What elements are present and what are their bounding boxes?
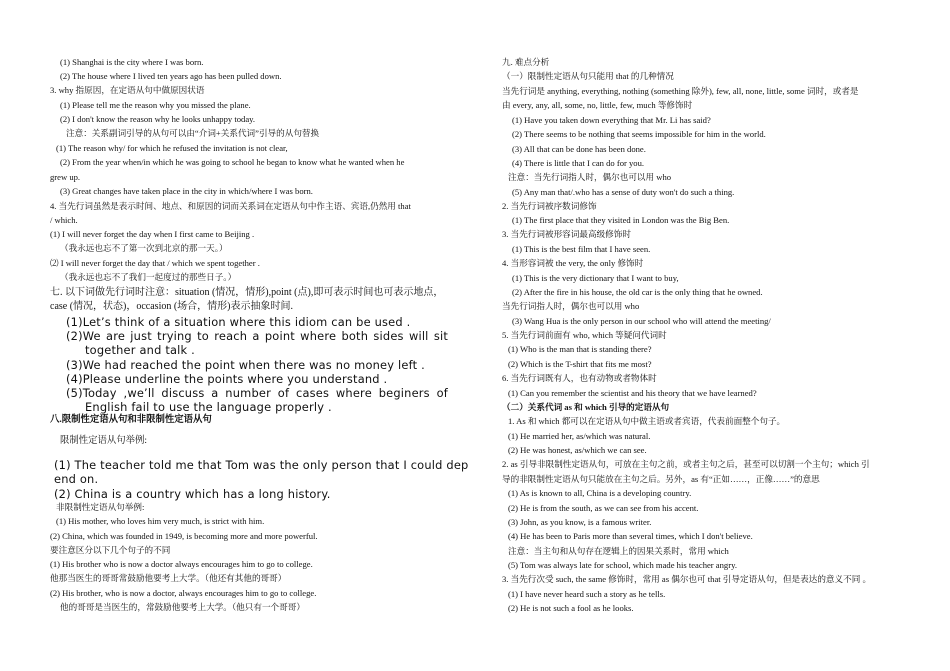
rule-line-continued: 由 every, any, all, some, no, little, few, much 等修饰时 <box>502 100 693 110</box>
example-line: (1)Let’s think of a situation where this idiom can be used . <box>66 315 411 329</box>
example-line: (2) I don't know the reason why he looks unhappy today. <box>60 114 256 124</box>
rule-line: 5. 当先行词前面有 who, which 等疑问代词时 <box>502 330 667 340</box>
section-heading: 3. why 指原因，在定语从句中做原因状语 <box>50 85 205 95</box>
example-line: (3)We had reached the point when there was no money left . <box>66 358 425 372</box>
example-line: (1) This is the very dictionary that I want to buy, <box>512 273 679 283</box>
example-line: (1) His brother who is now a doctor always encourages him to go to college. <box>50 559 313 569</box>
rule-line: 2. 当先行词被序数词修饰 <box>502 201 597 211</box>
example-line: (1) This is the best film that I have seen. <box>512 244 651 254</box>
example-line: (4)Please underline the points where you understand . <box>66 372 388 386</box>
example-line: (5) Tom was always late for school, which made his teacher angry. <box>508 560 737 570</box>
section-heading: 八.限制性定语从句和非限制性定语从句 <box>50 415 212 425</box>
example-line: (3) All that can be done has been done. <box>512 144 646 154</box>
section-heading: 七. 以下词做先行词时注意：situation (情况，情形),point (点),即可表示时间也可表示地点， <box>50 287 444 298</box>
example-line: (2) His brother, who is now a doctor, always encourages him to go to college. <box>50 588 317 598</box>
example-line: (2) From the year when/in which he was going to school he began to know what he wanted when he <box>60 157 405 167</box>
note-line: 注意：当主句和从句存在逻辑上的因果关系时，常用 which <box>508 546 729 556</box>
example-line: (2) After the fire in his house, the old car is the only thing that he owned. <box>512 287 763 297</box>
rule-line: 1. As 和 which 都可以在定语从句中做主语或者宾语，代表前面整个句子。 <box>508 416 786 426</box>
example-line: (4) There is little that I can do for you. <box>512 158 645 168</box>
example-line: (1) Shanghai is the city where I was born. <box>60 57 204 67</box>
rule-line: 3. 当先行词被形容词最高级修饰时 <box>502 229 631 239</box>
example-line: (1) Please tell me the reason why you missed the plane. <box>60 100 251 110</box>
subheading: 限制性定语从句举例: <box>60 436 147 446</box>
example-line: (3) John, as you know, is a famous writer. <box>508 517 652 527</box>
translation-line: 他那当医生的哥哥常鼓励他要考上大学。（他还有其他的哥哥） <box>50 573 287 583</box>
example-line: (3) Great changes have taken place in the city in which/where I was born. <box>60 186 313 196</box>
note-line: 注意：当先行词指人时，偶尔也可以用 who <box>508 172 672 182</box>
example-line-continued: together and talk . <box>85 343 195 357</box>
example-line: (2) China, which was founded in 1949, is becoming more and more powerful. <box>50 531 318 541</box>
example-line: (2) He was honest, as/which we can see. <box>508 445 647 455</box>
example-line: (1) Have you taken down everything that Mr. Li has said? <box>512 115 711 125</box>
example-line: (2)We are just trying to reach a point where both sides will sit <box>66 329 448 343</box>
example-line: (5)Today ,we’ll discuss a number of cases where beginers of <box>66 386 448 400</box>
example-line: (1) The reason why/ for which he refused the invitation is not clear, <box>56 143 288 153</box>
example-line: (1) Who is the man that is standing there? <box>508 344 652 354</box>
example-line: (1) As is known to all, China is a developing country. <box>508 488 692 498</box>
example-line: (2) The house where I lived ten years ago has been pulled down. <box>60 71 282 81</box>
example-line: (1) The teacher told me that Tom was the only person that I could dep <box>54 458 469 472</box>
example-line: (1) He married her, as/which was natural. <box>508 431 651 441</box>
translation-line: （我永远也忘不了第一次到北京的那一天。） <box>60 243 228 253</box>
example-line-continued: end on. <box>54 472 99 486</box>
translation-line: 他的哥哥是当医生的，常鼓励他要考上大学。（他只有一个哥哥） <box>60 602 305 612</box>
example-line: (1) The first place that they visited in London was the Big Ben. <box>512 215 730 225</box>
example-line-continued: grew up. <box>50 172 81 182</box>
note-line: 要注意区分以下几个句子的不同 <box>50 545 171 555</box>
example-line: ⑵ I will never forget the day that / which we spent together . <box>50 258 260 268</box>
example-line: (2) There seems to be nothing that seems impossible for him in the world. <box>512 129 766 139</box>
translation-line: （我永远也忘不了我们一起度过的那些日子。） <box>60 272 237 282</box>
section-heading: 4. 当先行词虽然是表示时间、地点、和原因的词而关系词在定语从句中作主语、宾语,仍然用 that <box>50 201 411 211</box>
example-line: (5) Any man that/.who has a sense of duty won't do such a thing. <box>512 187 735 197</box>
example-line: (2) Which is the T-shirt that fits me most? <box>508 359 652 369</box>
rule-line: 4. 当形容词被 the very, the only 修饰时 <box>502 258 644 268</box>
rule-line-continued: 导的非限制性定语从句只能放在主句之后。另外，as 有“正如……，正像……”的意思 <box>502 474 820 484</box>
example-line-continued: English fail to use the language properly . <box>85 400 332 414</box>
section-heading: 九. 难点分析 <box>502 57 550 67</box>
example-line: (2) He is not such a fool as he looks. <box>508 603 634 613</box>
example-line: (1) Can you remember the scientist and his theory that we have learned? <box>508 388 757 398</box>
example-line: (4) He has been to Paris more than several times, which I don't believe. <box>508 531 753 541</box>
example-line: (3) Wang Hua is the only person in our school who will attend the meeting/ <box>512 316 771 326</box>
example-line: (1) I have never heard such a story as he tells. <box>508 589 666 599</box>
rule-line: 3. 当先行次受 such, the same 修饰时，常用 as 偶尔也可 that 引导定语从句，但是表达的意义不同 。 <box>502 574 872 584</box>
example-line: (1) I will never forget the day when I first came to Beijing . <box>50 229 255 239</box>
subheading: （一）限制性定语从句只能用 that 的几种情况 <box>502 71 674 81</box>
note-line: 当先行词指人时，偶尔也可以用 who <box>502 301 640 311</box>
example-line: (2) China is a country which has a long history. <box>54 487 331 501</box>
subheading: 非限制性定语从句举例: <box>56 502 145 512</box>
section-heading-continued: / which. <box>50 215 78 225</box>
section-heading-continued: case (情况，状态)，occasion (场合，情形)表示抽象时间. <box>50 301 294 312</box>
example-line: (1) His mother, who loves him very much, is strict with him. <box>56 516 265 526</box>
note-line: 注意：关系副词引导的从句可以由“介词+关系代词”引导的从句替换 <box>66 128 320 138</box>
rule-line: 当先行词是 anything, everything, nothing (something 除外), few, all, none, little, some 词时，或者是 <box>502 86 859 96</box>
subheading: （二）关系代词 as 和 which 引导的定语从句 <box>502 402 670 412</box>
example-line: (2) He is from the south, as we can see from his accent. <box>508 503 699 513</box>
rule-line: 6. 当先行词既有人，也有动物或者物体时 <box>502 373 657 383</box>
rule-line: 2. as 引导非限制性定语从句，可放在主句之前，或者主句之后，甚至可以切割一个主句；which 引 <box>502 459 870 469</box>
